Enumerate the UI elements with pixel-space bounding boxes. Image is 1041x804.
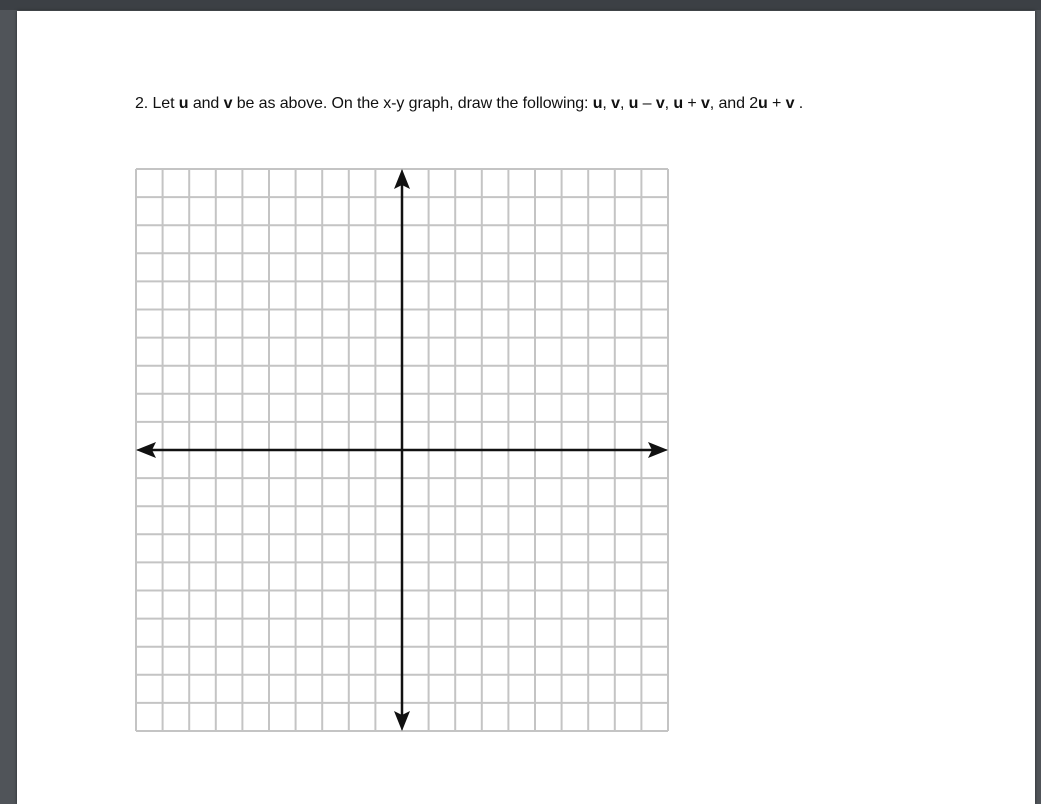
question-text-fragment: + <box>767 95 786 112</box>
xy-graph-grid <box>133 166 672 736</box>
question-text-fragment: , and 2 <box>709 95 759 112</box>
question-number: 2. <box>135 95 149 112</box>
vector-symbol: v <box>611 95 620 112</box>
question-text-fragment: , <box>619 95 629 112</box>
vector-symbol: v <box>655 95 665 112</box>
vector-symbol: v <box>785 95 795 112</box>
vector-symbol: v <box>700 95 710 112</box>
vector-symbol: u <box>758 95 768 112</box>
vector-symbol: u <box>673 95 684 112</box>
question-text-fragment: + <box>683 95 701 112</box>
vector-symbol: u <box>628 95 639 112</box>
document-page <box>17 11 1035 804</box>
question-text-fragment: – <box>638 95 656 112</box>
question-text <box>135 95 803 113</box>
question-text-fragment: , <box>664 95 674 112</box>
vector-symbol: u <box>592 95 603 112</box>
question-text-fragment: , <box>602 95 612 112</box>
question-text-fragment: and <box>188 95 224 112</box>
question-text-fragment: . <box>794 95 804 112</box>
question-body <box>148 95 803 112</box>
question-text-fragment: be as above. On the x-y graph, draw the following: <box>232 95 593 112</box>
vector-symbol: u <box>178 95 189 112</box>
viewer-toolbar-strip <box>0 0 1041 10</box>
vector-symbol: v <box>223 95 233 112</box>
question-text-fragment: Let <box>148 95 179 112</box>
